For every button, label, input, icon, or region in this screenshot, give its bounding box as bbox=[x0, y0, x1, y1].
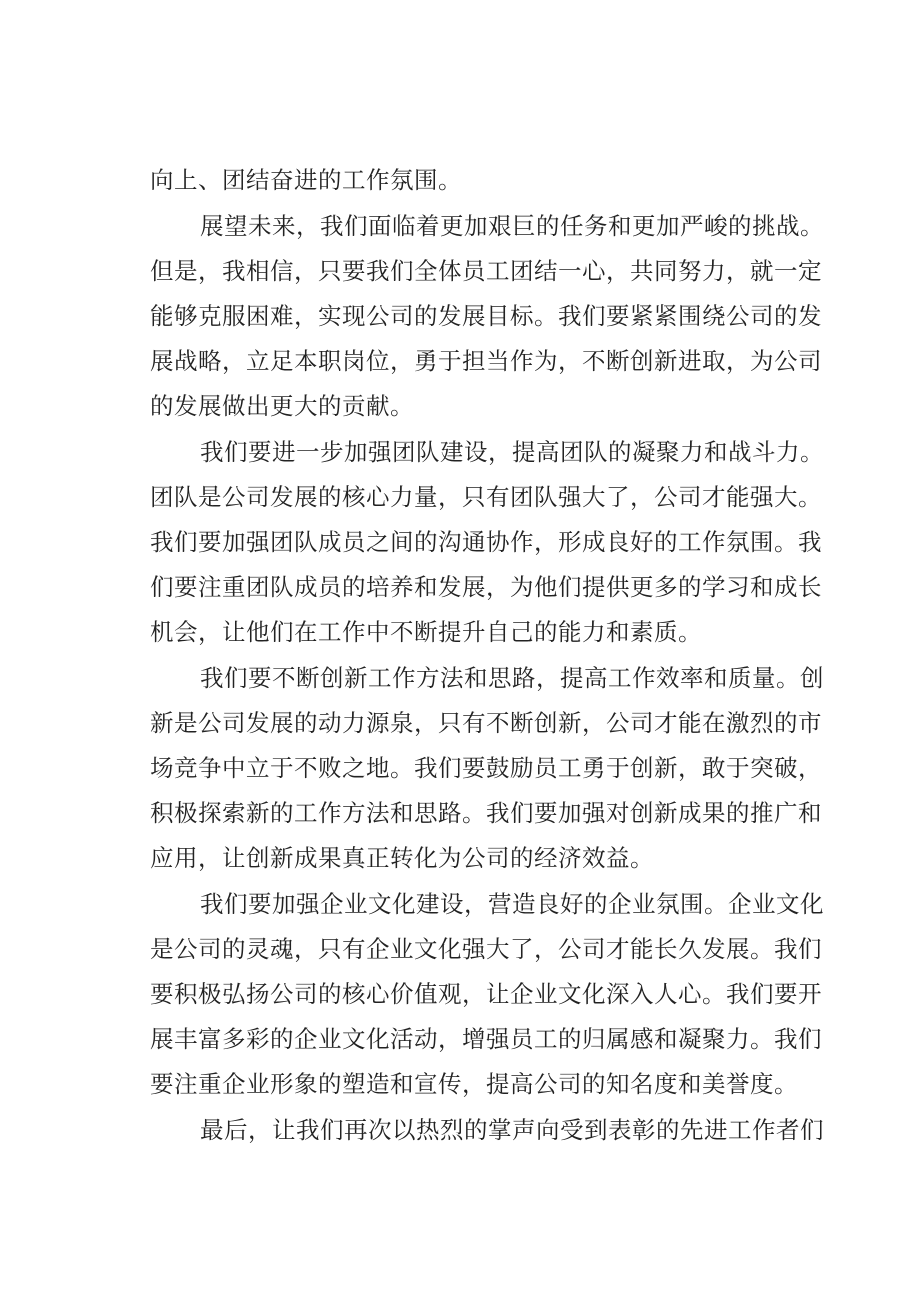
text-line: 场竞争中立于不败之地。我们要鼓励员工勇于创新，敢于突破， bbox=[150, 754, 822, 782]
text-line: 机会，让他们在工作中不断提升自己的能力和素质。 bbox=[150, 618, 702, 646]
paragraph-first-line: 我们要进一步加强团队建设，提高团队的凝聚力和战斗力。 bbox=[200, 438, 824, 466]
text-line: 新是公司发展的动力源泉，只有不断创新，公司才能在激烈的市 bbox=[150, 709, 822, 737]
text-line: 团队是公司发展的核心力量，只有团队强大了，公司才能强大。 bbox=[150, 483, 822, 511]
text-line: 能够克服困难，实现公司的发展目标。我们要紧紧围绕公司的发 bbox=[150, 302, 822, 330]
text-line: 应用，让创新成果真正转化为公司的经济效益。 bbox=[150, 844, 654, 872]
text-line: 展丰富多彩的企业文化活动，增强员工的归属感和凝聚力。我们 bbox=[150, 1025, 822, 1053]
paragraph-first-line: 我们要加强企业文化建设，营造良好的企业氛围。企业文化 bbox=[200, 890, 824, 918]
text-line: 但是，我相信，只要我们全体员工团结一心，共同努力，就一定 bbox=[150, 257, 822, 285]
paragraph-first-line: 展望未来，我们面临着更加艰巨的任务和更加严峻的挑战。 bbox=[200, 212, 824, 240]
paragraph-first-line: 最后，让我们再次以热烈的掌声向受到表彰的先进工作者们 bbox=[200, 1116, 824, 1144]
text-line: 我们要加强团队成员之间的沟通协作，形成良好的工作氛围。我 bbox=[150, 528, 822, 556]
text-line: 的发展做出更大的贡献。 bbox=[150, 392, 414, 420]
text-line: 是公司的灵魂，只有企业文化强大了，公司才能长久发展。我们 bbox=[150, 935, 822, 963]
text-line: 们要注重团队成员的培养和发展，为他们提供更多的学习和成长 bbox=[150, 573, 822, 601]
text-line: 要注重企业形象的塑造和宣传，提高公司的知名度和美誉度。 bbox=[150, 1070, 798, 1098]
text-line: 积极探索新的工作方法和思路。我们要加强对创新成果的推广和 bbox=[150, 799, 822, 827]
text-line: 要积极弘扬公司的核心价值观，让企业文化深入人心。我们要开 bbox=[150, 980, 822, 1008]
text-line: 展战略，立足本职岗位，勇于担当作为，不断创新进取，为公司 bbox=[150, 347, 822, 375]
text-line: 向上、团结奋进的工作氛围。 bbox=[150, 166, 462, 194]
paragraph-first-line: 我们要不断创新工作方法和思路，提高工作效率和质量。创 bbox=[200, 664, 824, 692]
